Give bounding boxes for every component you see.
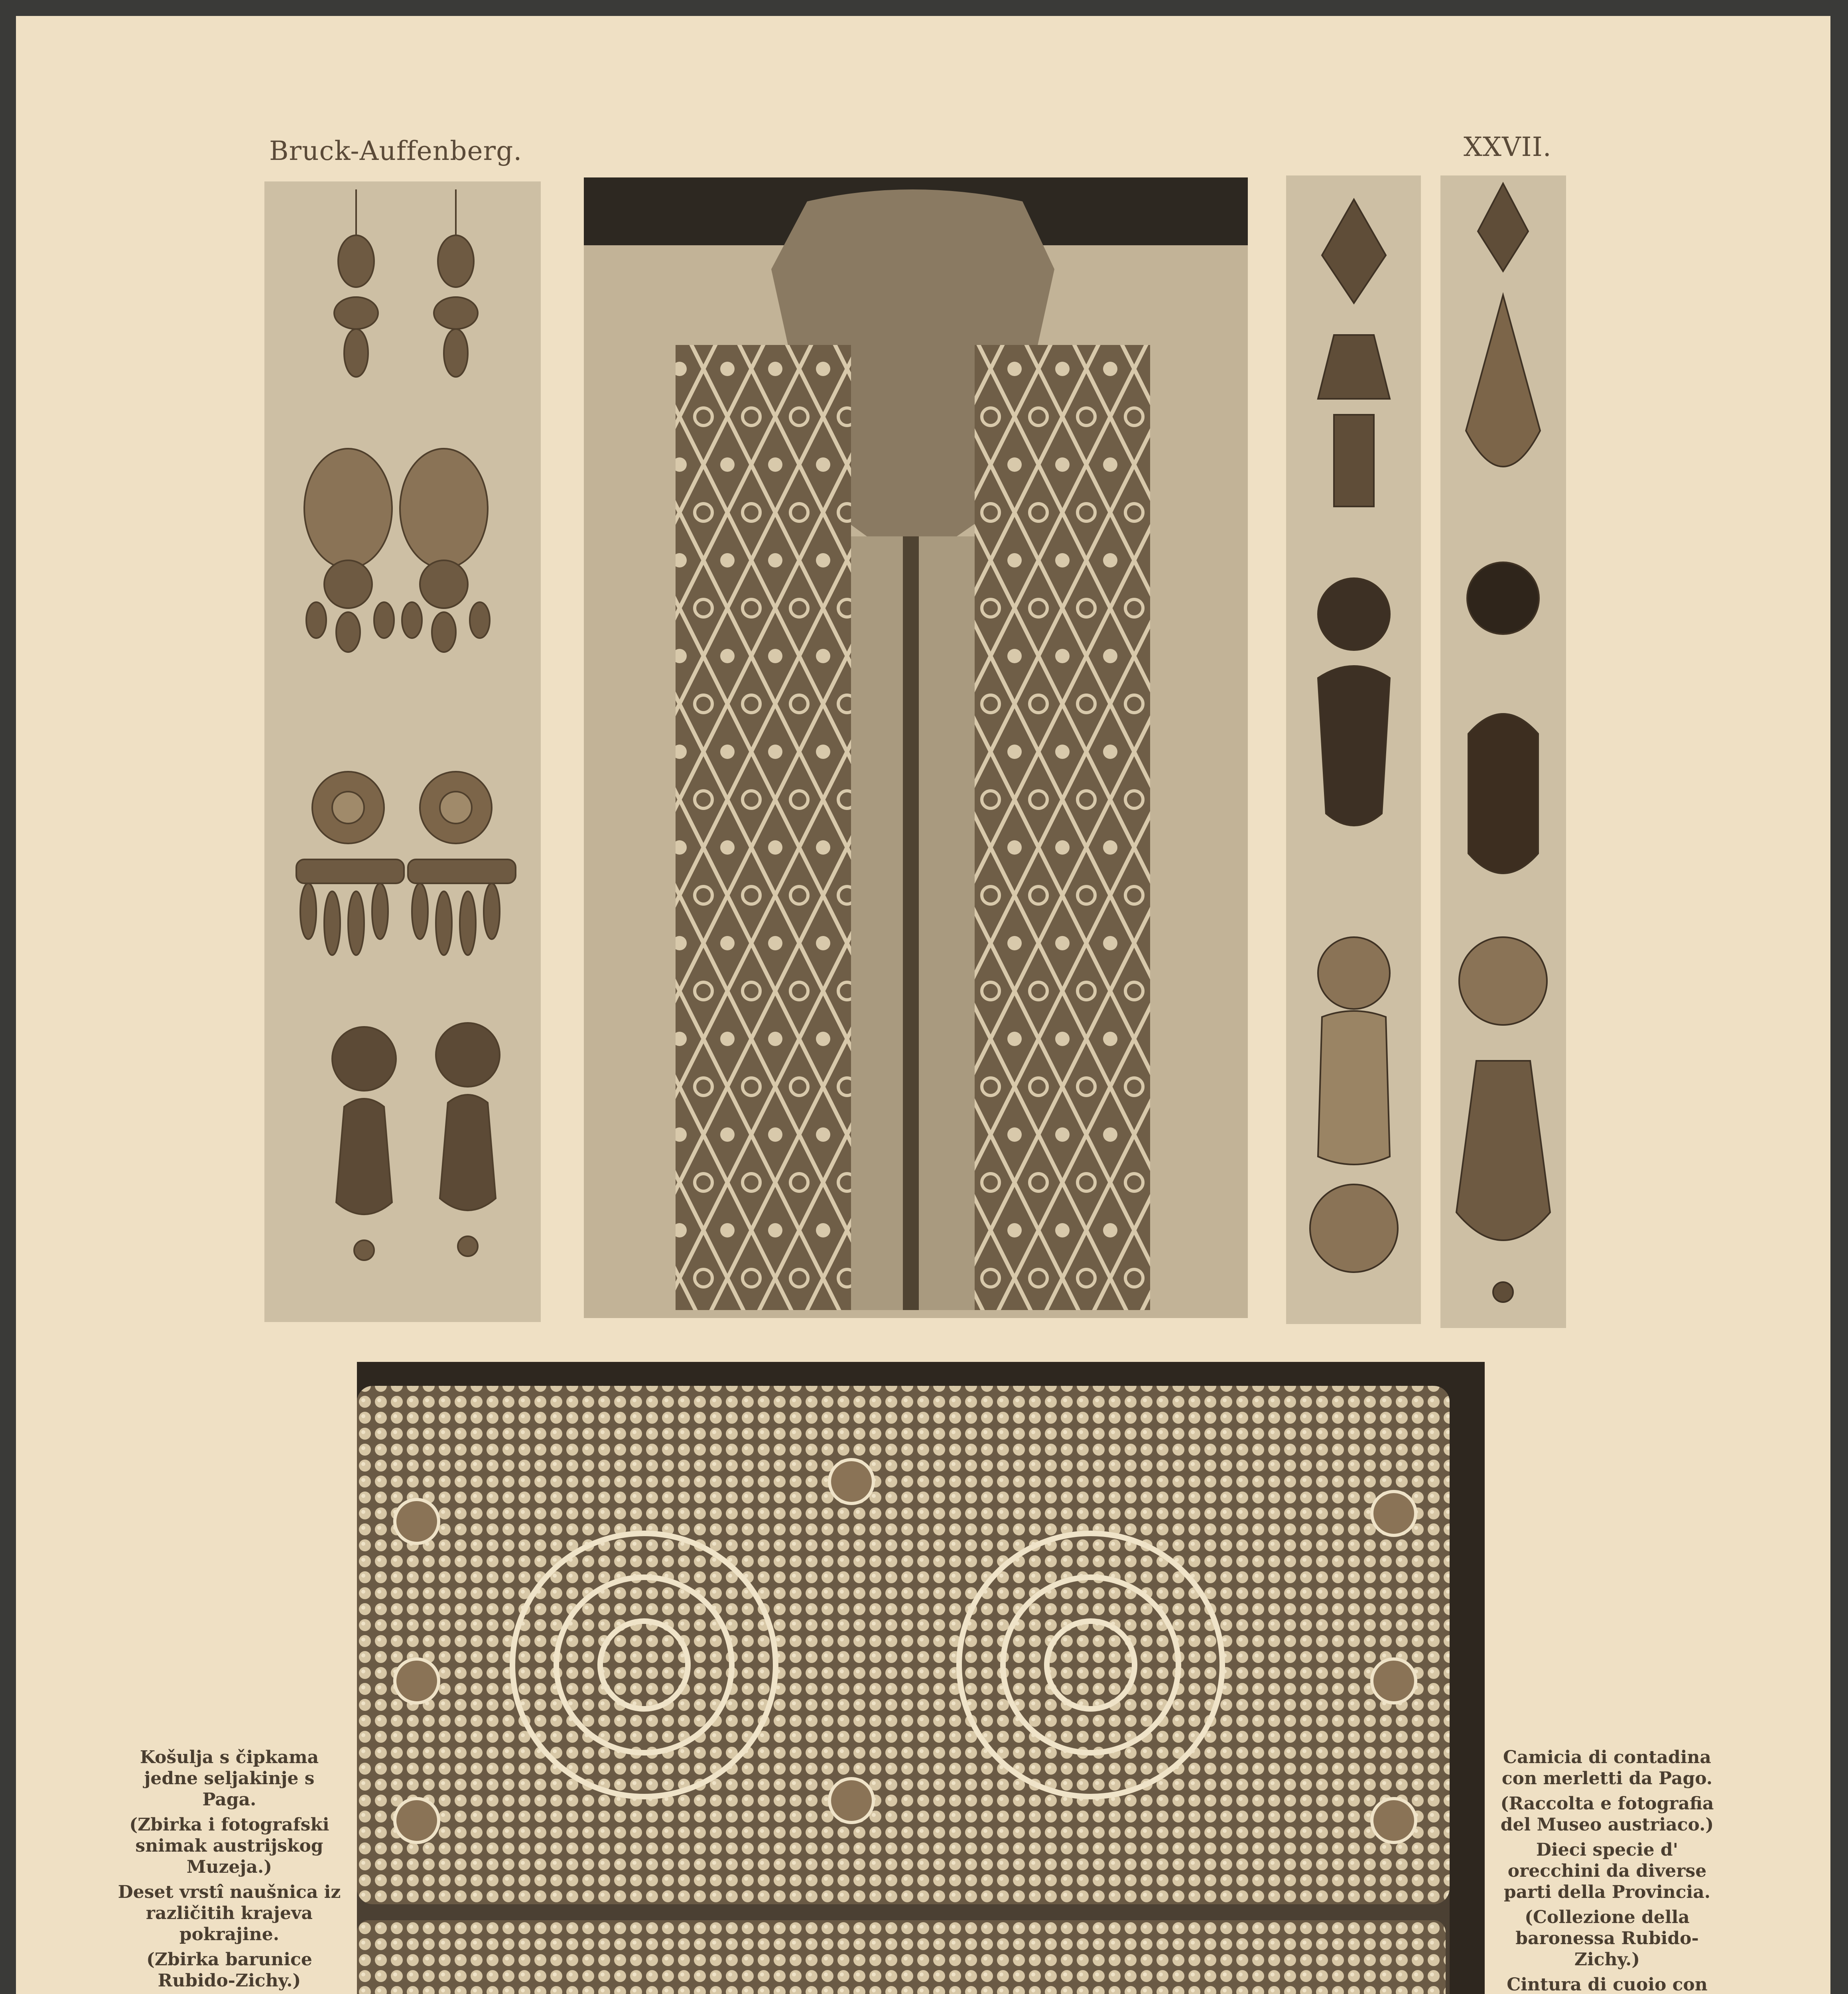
caption-right-shirt-note: (Raccolta e fotografia del Museo austriaco.) <box>1500 1793 1714 1835</box>
lace-shirt-photo <box>584 177 1248 1318</box>
caption-right-earrings-note: (Collezione della baronessa Rubido-Zichy.) <box>1515 1907 1699 1970</box>
caption-right-shirt: Camicia di contadina con merletti da Pago. <box>1501 1747 1713 1789</box>
earrings-left-photo <box>264 181 541 1322</box>
caption-right-earrings: Dieci specie d' orecchini da diverse parti della Provincia. <box>1503 1840 1711 1902</box>
earrings-right-b-image <box>1440 175 1566 1328</box>
captions-left <box>116 1747 343 1994</box>
caption-left-shirt: Košulja s čipkama jedne seljakinje s Paga. <box>140 1747 319 1810</box>
earrings-right-a-image <box>1286 175 1421 1324</box>
captions-right <box>1495 1747 1719 1994</box>
caption-left-earrings-note: (Zbirka barunice Rubido-Zichy.) <box>146 1949 312 1991</box>
caption-left-shirt-note: (Zbirka i fotografski snimak austrijskog Muzeja.) <box>129 1815 329 1877</box>
earrings-left-image <box>264 181 541 1322</box>
caption-left-earrings: Deset vrstî naušnica iz različitih krajeva pokrajine. <box>118 1882 341 1945</box>
plate-page <box>16 16 1830 1994</box>
studded-belt-photo <box>357 1362 1485 1994</box>
plate-number: XXVII. <box>1464 132 1552 162</box>
caption-right-belt: Cintura di cuoio con <box>1507 1974 1708 1994</box>
studded-belt-image <box>357 1362 1485 1994</box>
lace-shirt-image <box>584 177 1248 1318</box>
earrings-right-b-photo <box>1440 175 1566 1328</box>
earrings-right-a-photo <box>1286 175 1421 1324</box>
author-heading: Bruck-Auffenberg. <box>269 136 522 166</box>
